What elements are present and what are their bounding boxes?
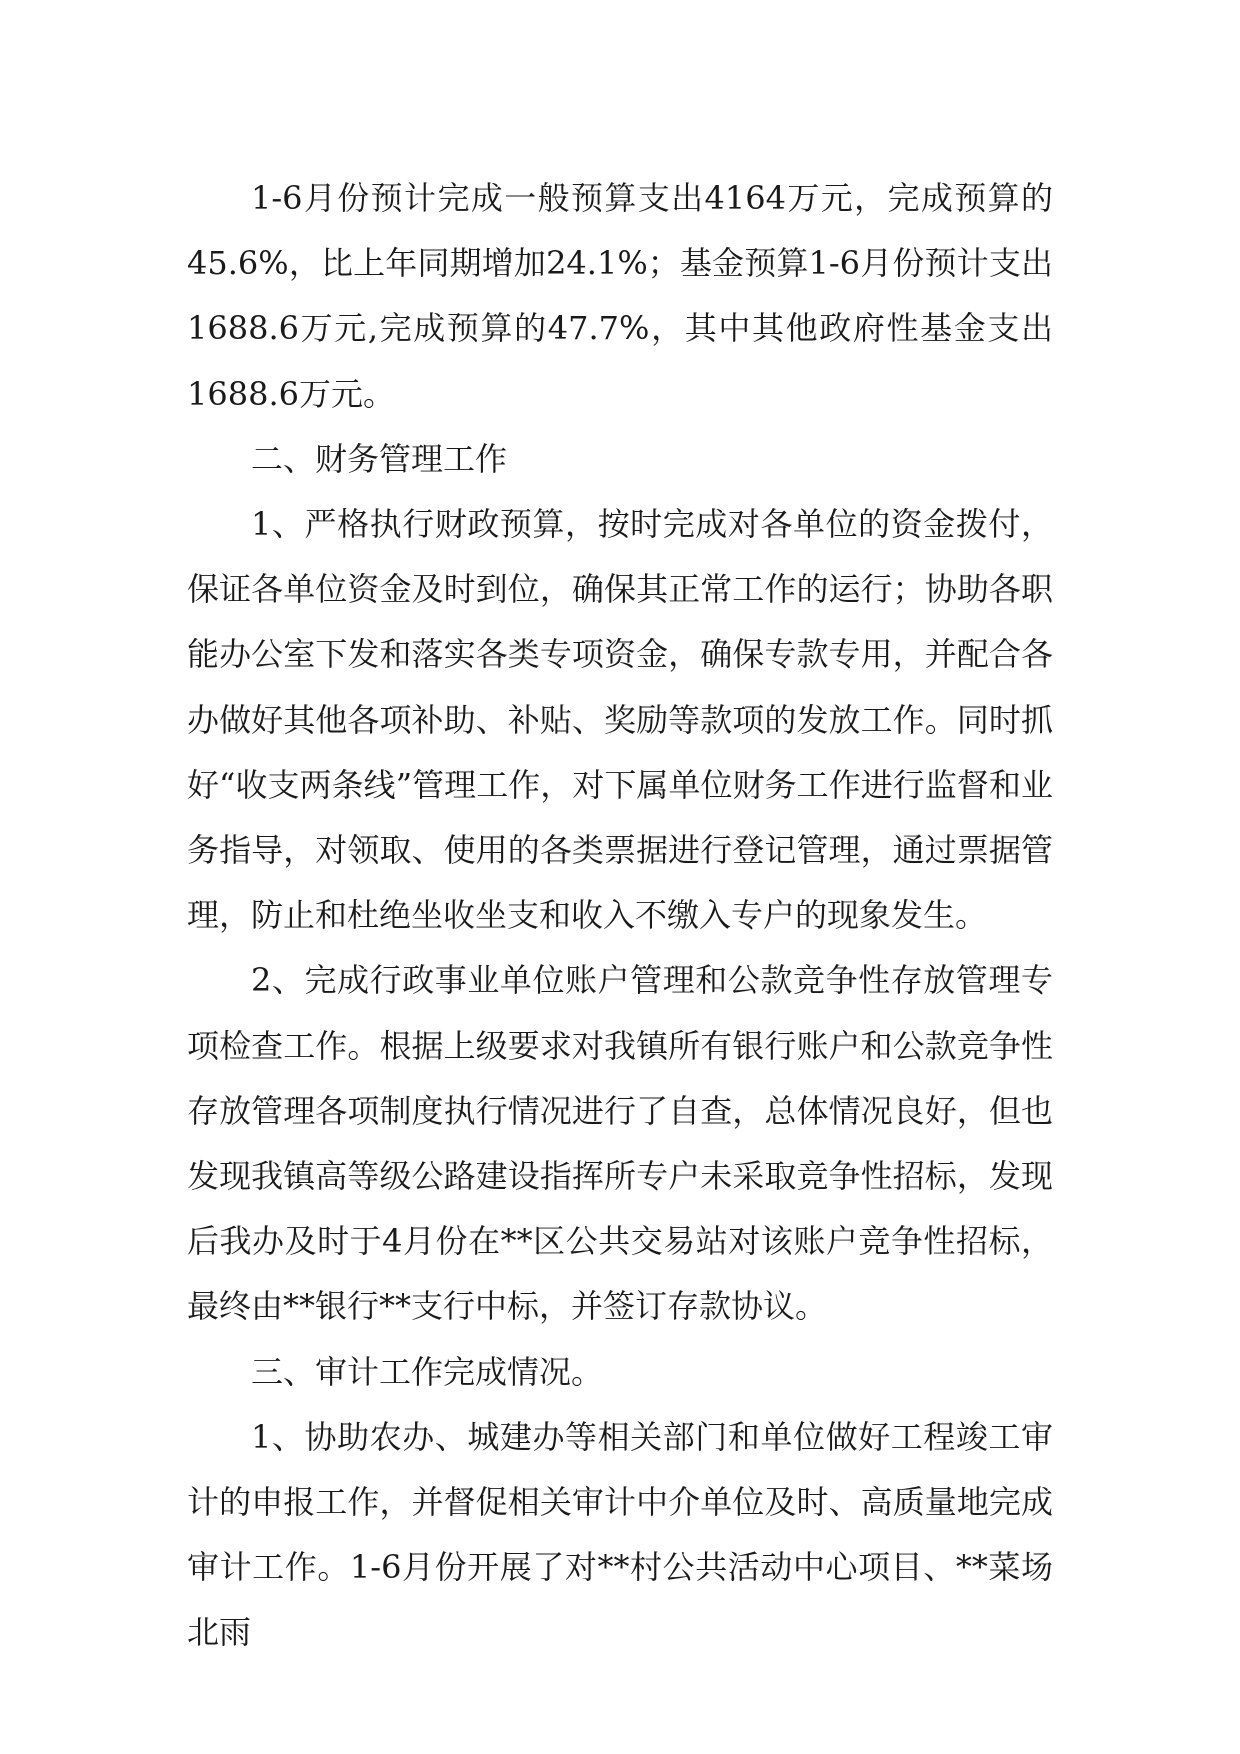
document-body bbox=[187, 166, 1053, 1666]
paragraph-budget-execution: 1、严格执行财政预算，按时完成对各单位的资金拨付，保证各单位资金及时到位，确保其正常工作的运行；协助各职能办公室下发和落实各类专项资金，确保专款专用，并配合各办做好其他各项补助、补贴、奖励等款项的发放工作。同时抓好“收支两条线”管理工作，对下属单位财务工作进行监督和业务指导，对领取、使用的各类票据进行登记管理，通过票据管理，防止和杜绝坐收坐支和收入不缴入专户的现象发生。 bbox=[187, 505, 1053, 935]
paragraph-budget-summary: 1-6月份预计完成一般预算支出4164万元，完成预算的45.6%，比上年同期增加24.1%；基金预算1-6月份预计支出1688.6万元,完成预算的47.7%，其中其他政府性基金支出1688.6万元。 bbox=[187, 179, 1053, 413]
heading-financial-management: 二、财务管理工作 bbox=[251, 439, 508, 478]
paragraph-account-inspection: 2、完成行政事业单位账户管理和公款竞争性存放管理专项检查工作。根据上级要求对我镇所有银行账户和公款竞争性存放管理各项制度执行情况进行了自查，总体情况良好，但也发现我镇高等级公路建设指挥所专户未采取竞争性招标，发现后我办及时于4月份在**区公共交易站对该账户竞争性招标，最终由**银行**支行中标，并签订存款协议。 bbox=[187, 961, 1053, 1326]
paragraph-audit-details: 1、协助农办、城建办等相关部门和单位做好工程竣工审计的申报工作，并督促相关审计中介单位及时、高质量地完成审计工作。1-6月份开展了对**村公共活动中心项目、**菜场北雨 bbox=[187, 1417, 1053, 1652]
heading-audit-work: 三、审计工作完成情况。 bbox=[251, 1352, 604, 1391]
